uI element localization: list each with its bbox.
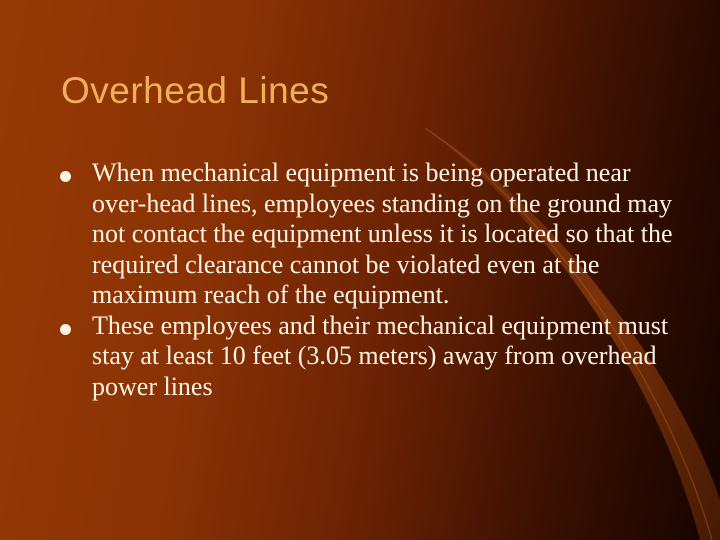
bullet-item [56,158,676,311]
bullet-dot-icon [60,324,71,335]
bullet-dot-icon [60,171,71,182]
bullet-text: When mechanical equipment is being operated near over-head lines, employees standing on the ground may not contact the equipment unless it is located so that the required clearance cannot be violated even at the maximum reach of the equipment. [92,158,673,309]
slide-title: Overhead Lines [61,70,330,111]
bullet-item [56,311,676,403]
bullet-text: These employees and their mechanical equipment must stay at least 10 feet (3.05 meters) away from overhead power lines [92,310,669,401]
bullet-list [56,158,676,402]
